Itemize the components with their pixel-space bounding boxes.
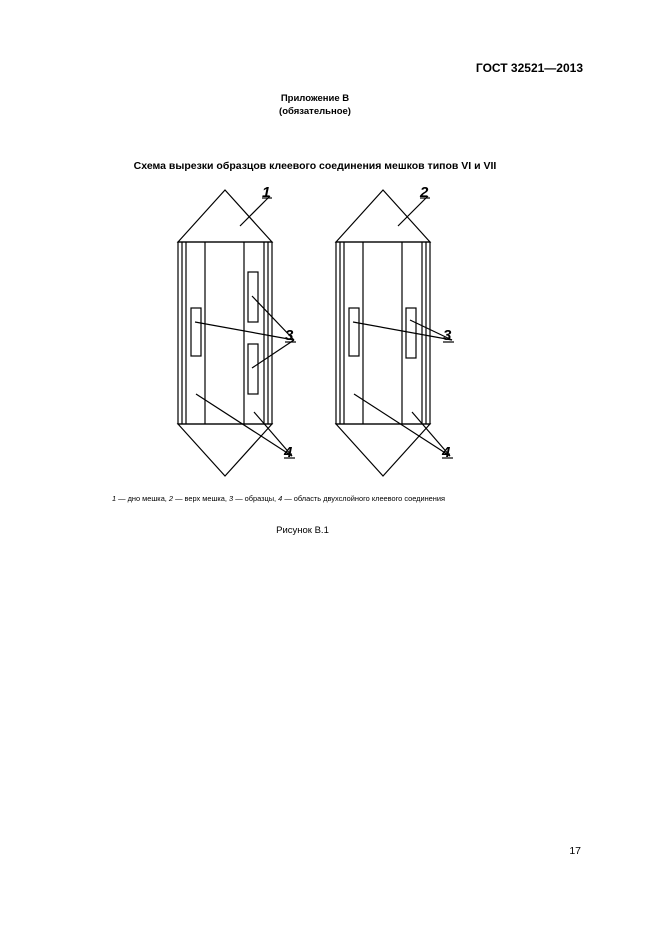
bag-1-bottom-flap <box>178 424 272 476</box>
appendix-title: Приложение В <box>280 93 350 104</box>
legend-num-3: 3 <box>229 494 234 503</box>
callout-4-label-bag1: 4 <box>284 444 293 461</box>
bag-1-sample-lower <box>248 344 258 394</box>
figure-title: Схема вырезки образцов клеевого соединения мешков типов VI и VII <box>133 160 497 172</box>
callout-4-label-bag2: 4 <box>442 444 451 461</box>
standard-code: ГОСТ 32521—2013 <box>475 61 583 75</box>
legend-text-4: — область двухслойного клеевого соединения <box>282 494 445 503</box>
bag-1 <box>178 190 296 476</box>
bag-2 <box>336 190 454 476</box>
bag-2-top-flap <box>336 190 430 242</box>
bag-1-top-flap <box>178 190 272 242</box>
page-number: 17 <box>569 845 581 857</box>
callout-3-label-bag1: 3 <box>285 327 294 344</box>
legend-text-2: — верх мешка, <box>173 494 230 503</box>
bag-2-sample-left <box>349 308 359 356</box>
callout-3-label-bag2: 3 <box>443 327 452 344</box>
legend-num-4: 4 <box>278 494 283 503</box>
callout-1-label: 1 <box>262 184 271 201</box>
appendix-status: (обязательное) <box>279 106 351 117</box>
bag-1-sample-left <box>191 308 201 356</box>
bag-2-bottom-flap <box>336 424 430 476</box>
legend-num-1: 1 <box>112 494 117 503</box>
figure-legend <box>112 494 445 503</box>
legend-text-3: — образцы, <box>233 494 279 503</box>
callout-2-label: 2 <box>420 184 429 201</box>
figure-caption: Рисунок В.1 <box>276 525 329 536</box>
legend-num-2: 2 <box>168 494 174 503</box>
legend-text-1: — дно мешка, <box>116 494 169 503</box>
